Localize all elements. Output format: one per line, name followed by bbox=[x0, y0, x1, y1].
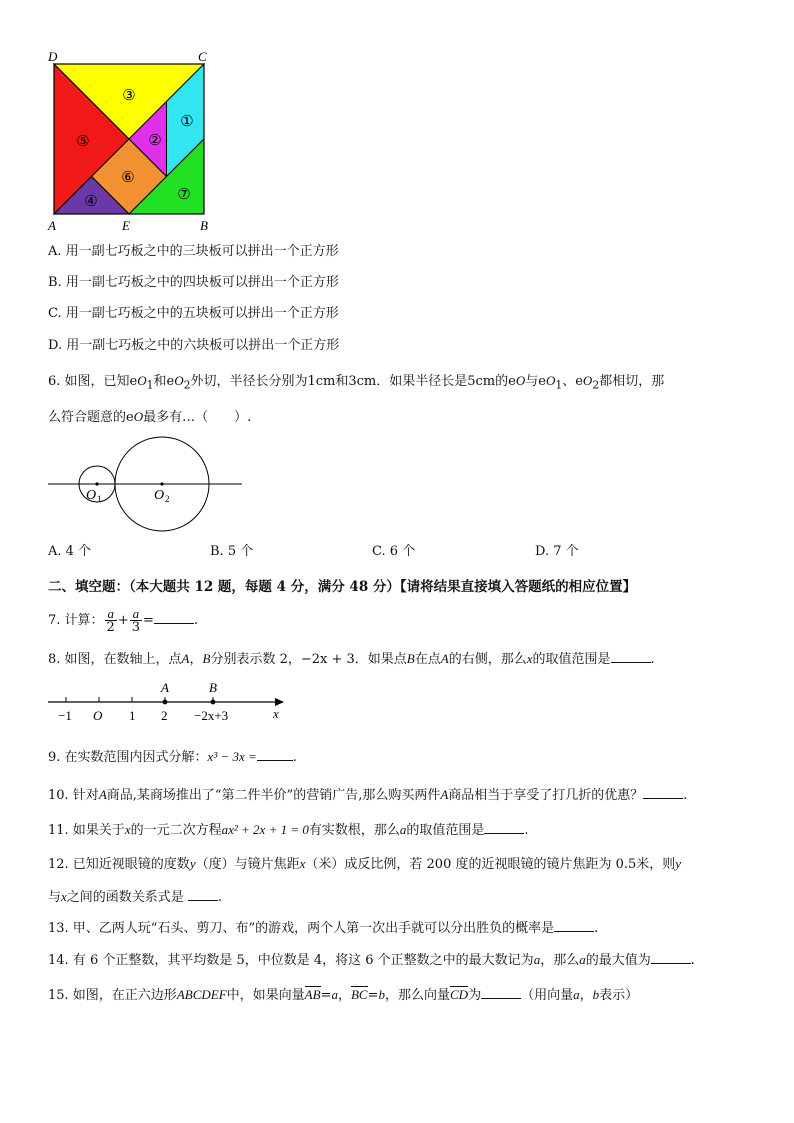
q10-answer-blank[interactable] bbox=[643, 786, 683, 799]
q9-answer-blank[interactable] bbox=[257, 748, 293, 761]
q9: 9. 在实数范围内因式分解：x³ − 3x = . bbox=[48, 749, 297, 765]
vertex-label-E: E bbox=[122, 218, 130, 233]
tick-label-minus1: −1 bbox=[58, 708, 72, 723]
section-2-title: 二、填空题：（本大题共 12 题，每题 4 分，满分 48 分）【请将结果直接填入答题纸的相应位置】 bbox=[48, 579, 637, 595]
q6-option-d: D. 7 个 bbox=[535, 544, 579, 559]
piece-label-5: ⑤ bbox=[76, 134, 90, 150]
q5-option-c: C. 用一副七巧板之中的五块板可以拼出一个正方形 bbox=[48, 306, 339, 321]
q6-stem-line2: 么符合题意的eO最多有…（ ）. bbox=[48, 409, 252, 425]
q12-line2: 与x之间的函数关系式是 . bbox=[48, 889, 222, 905]
q6-stem-line1: 6. 如图，已知$eO_1$和$eO_2$外切，半径长分别为1cm和3cm．如果半径长是5cm的eO与$eO_1$、$eO_2$都相切，那 bbox=[48, 373, 665, 392]
piece-label-6: ⑥ bbox=[121, 170, 135, 186]
q8-stem: 8. 如图，在数轴上，点A，B分别表示数 2，−2x + 3．如果点B在点A的右侧，那么x的取值范围是 . bbox=[48, 651, 655, 667]
svg-text:1: 1 bbox=[97, 494, 102, 504]
vertex-label-B: B bbox=[200, 218, 208, 233]
circle-label-o1: O bbox=[86, 488, 97, 503]
q7-answer-blank[interactable] bbox=[154, 611, 194, 624]
q5-option-b: B. 用一副七巧板之中的四块板可以拼出一个正方形 bbox=[48, 275, 339, 290]
piece-label-4: ④ bbox=[84, 194, 98, 210]
q13-answer-blank[interactable] bbox=[554, 919, 594, 932]
piece-label-2: ② bbox=[148, 133, 162, 149]
q11-answer-blank[interactable] bbox=[484, 821, 524, 834]
q11: 11. 如果关于x的一元二次方程ax² + 2x + 1 = 0有实数根，那么a的取值范围是 . bbox=[48, 822, 529, 838]
q12-answer-blank[interactable] bbox=[188, 888, 218, 901]
piece-label-1: ① bbox=[180, 114, 194, 130]
vertex-label-D: D bbox=[48, 49, 58, 64]
tangent-circles-figure bbox=[44, 436, 248, 536]
q10: 10. 针对A商品,某商场推出了“第二件半价”的营销广告,那么购买两件A商品相当于享受了打几折的优惠？ . bbox=[48, 787, 688, 803]
piece-label-3: ③ bbox=[122, 88, 136, 104]
svg-text:2: 2 bbox=[165, 494, 170, 504]
q6-option-b: B. 5 个 bbox=[210, 544, 254, 559]
q14-answer-blank[interactable] bbox=[651, 951, 691, 964]
q12-line1: 12. 已知近视眼镜的度数y（度）与镜片焦距x（米）成反比例，若 200 度的近视眼镜的镜片焦距为 0.5米，则y bbox=[48, 856, 682, 872]
q8-answer-blank[interactable] bbox=[611, 650, 651, 663]
axis-label-x: x bbox=[273, 706, 279, 721]
q6-option-a: A. 4 个 bbox=[48, 544, 92, 559]
tick-label-origin: O bbox=[93, 708, 103, 723]
vertex-label-C: C bbox=[198, 49, 207, 64]
point-label-b: B bbox=[209, 680, 217, 695]
point-label-a: A bbox=[161, 680, 169, 695]
tick-label-1: 1 bbox=[129, 708, 136, 723]
q7: 7. 计算： $\frac{a}{2}$ + $\frac{a}{3}$ = . bbox=[48, 606, 199, 635]
tangram-figure bbox=[40, 44, 220, 234]
vertex-label-A: A bbox=[48, 218, 56, 233]
piece-label-7: ⑦ bbox=[177, 187, 191, 203]
tick-label-2: 2 bbox=[161, 708, 168, 723]
tick-label-expr: −2x+3 bbox=[194, 708, 229, 723]
q5-option-d: D. 用一副七巧板之中的六块板可以拼出一个正方形 bbox=[48, 338, 340, 353]
q15-answer-blank[interactable] bbox=[481, 986, 521, 999]
circle-label-o2: O bbox=[154, 488, 165, 503]
q13: 13. 甲、乙两人玩“石头、剪刀、布”的游戏，两个人第一次出手就可以分出胜负的概率是 . bbox=[48, 921, 599, 936]
q14: 14. 有 6 个正整数，其平均数是 5，中位数是 4，将这 6 个正整数之中的最大数记为a，那么a的最大值为 . bbox=[48, 952, 695, 968]
q5-option-a: A. 用一副七巧板之中的三块板可以拼出一个正方形 bbox=[48, 244, 339, 259]
number-line-figure bbox=[44, 678, 294, 726]
q15: 15. 如图，在正六边形ABCDEF中，如果向量AB=a，BC=b，那么向量CD为 （用向量a，b表示） bbox=[48, 987, 639, 1003]
q6-option-c: C. 6 个 bbox=[372, 544, 416, 559]
